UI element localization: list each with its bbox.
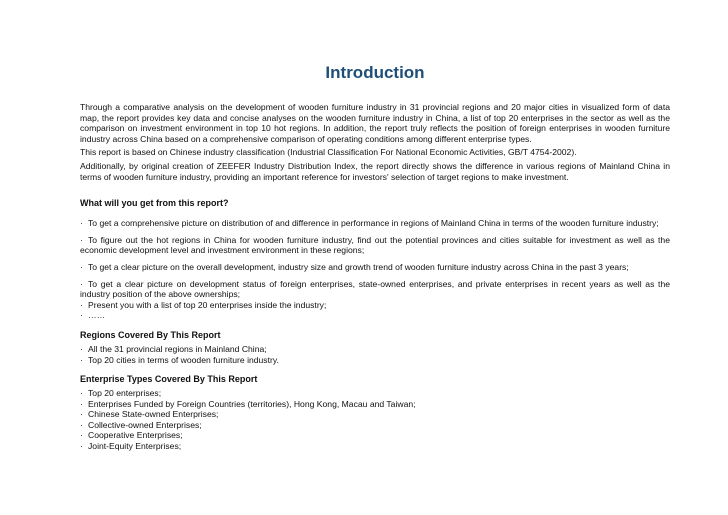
bullet-icon: · xyxy=(80,299,83,310)
bullet-icon: · xyxy=(80,388,83,399)
intro-paragraph-1: Through a comparative analysis on the development of wooden furniture industry in 31 provincial regions and 20 major cities in visualized form of data map, the report provides key data and concise analyses on the wooden furniture industry in China, a list of top 20 enterprises in the sector as well as the comparison on investment environment in top 10 hot regions. In addition, the report truly reflects the position of foreign enterprises in wooden furniture industry across China based on a comprehensive comparison of operating conditions among different enterprise types. xyxy=(80,102,670,144)
list-item: · To get a comprehensive picture on distribution of and difference in performance in regions of Mainland China in terms of the wooden furniture industry; xyxy=(80,218,659,229)
benefits-heading: What will you get from this report? xyxy=(80,198,229,209)
list-item: · …… xyxy=(80,310,106,321)
intro-paragraph-2: This report is based on Chinese industry classification (Industrial Classification For National Economic Activities, GB/T 4754-2002). xyxy=(80,147,577,158)
benefits-list xyxy=(80,218,670,321)
bullet-icon: · xyxy=(80,343,83,354)
regions-heading: Regions Covered By This Report xyxy=(80,329,221,340)
list-item: · Chinese State-owned Enterprises; xyxy=(80,409,219,420)
list-item: · Present you with a list of top 20 enterprises inside the industry; xyxy=(80,299,327,310)
list-item: · Joint-Equity Enterprises; xyxy=(80,441,182,452)
bullet-icon: · xyxy=(80,409,83,420)
list-item: · Collective-owned Enterprises; xyxy=(80,419,202,430)
bullet-icon: · xyxy=(80,430,83,441)
list-item: · To get a clear picture on development status of foreign enterprises, state-owned enterprises, and private enterprises in recent years as well as the industry position of the above ownerships; xyxy=(80,278,670,300)
intro-paragraph-3: Additionally, by original creation of ZEEFER Industry Distribution Index, the report directly shows the difference in various regions of Mainland China in terms of wooden furniture industry, providing an important reference for investors' selection of target regions to make investment. xyxy=(80,160,670,182)
bullet-icon: · xyxy=(80,278,83,289)
bullet-icon: · xyxy=(80,398,83,409)
list-item: · To get a clear picture on the overall development, industry size and growth trend of wooden furniture industry across China in the past 3 years; xyxy=(80,261,629,272)
bullet-icon: · xyxy=(80,419,83,430)
bullet-icon: · xyxy=(80,234,83,245)
bullet-icon: · xyxy=(80,310,83,321)
document-page xyxy=(80,62,670,452)
enterprise-types-heading: Enterprise Types Covered By This Report xyxy=(80,374,258,385)
bullet-icon: · xyxy=(80,441,83,452)
bullet-icon: · xyxy=(80,261,83,272)
page-title: Introduction xyxy=(325,63,425,82)
regions-list xyxy=(80,344,670,365)
bullet-icon: · xyxy=(80,218,83,229)
bullet-icon: · xyxy=(80,354,83,365)
list-item: · Enterprises Funded by Foreign Countries (territories), Hong Kong, Macau and Taiwan; xyxy=(80,398,416,409)
list-item: · Top 20 cities in terms of wooden furniture industry. xyxy=(80,354,279,365)
enterprise-types-list xyxy=(80,388,670,452)
list-item: · Top 20 enterprises; xyxy=(80,388,162,399)
list-item: · All the 31 provincial regions in Mainland China; xyxy=(80,343,267,354)
list-item: · Cooperative Enterprises; xyxy=(80,430,183,441)
list-item: · To figure out the hot regions in China for wooden furniture industry, find out the potential provinces and cities suitable for investment as well as the economic development level and investment environment in these regions; xyxy=(80,234,670,256)
